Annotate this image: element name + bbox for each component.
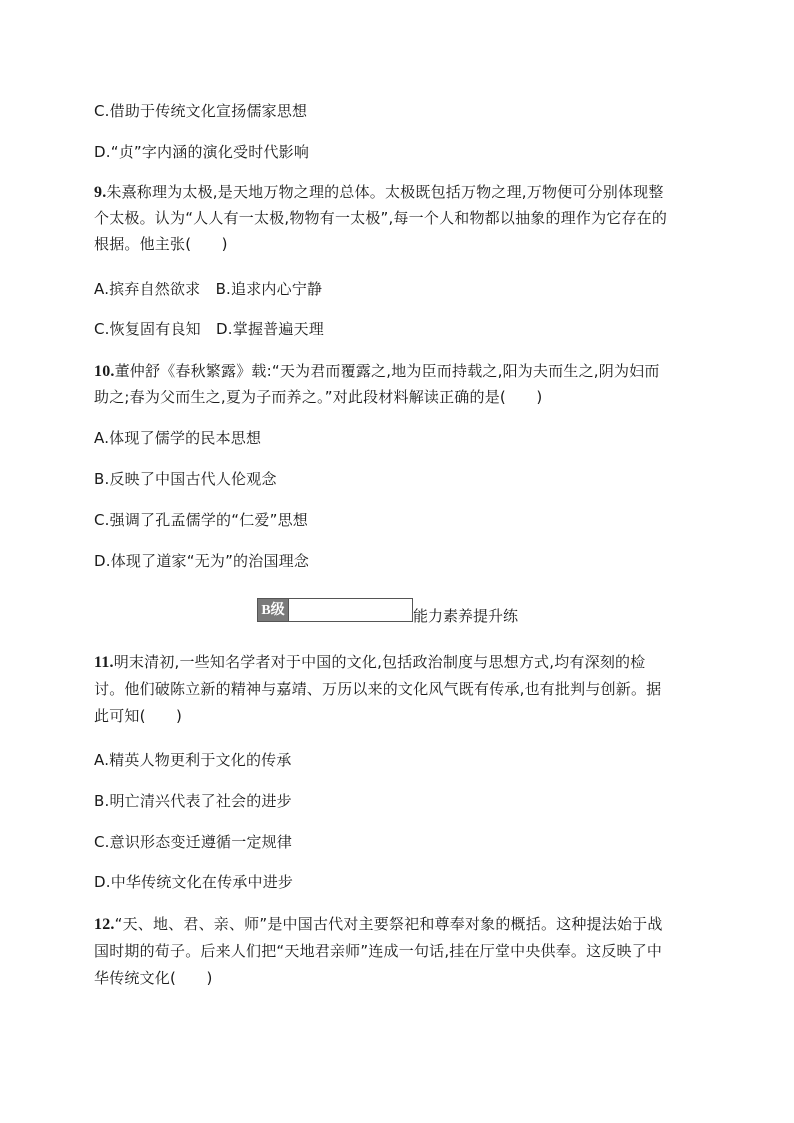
q9-number: 9. [94,184,107,201]
q9-stem-line-1 [94,182,664,203]
section-level-badge: B级 [257,598,289,622]
q10-stem-line-1 [94,361,660,382]
q11-option-d: D.中华传统文化在传承中进步 [94,873,294,891]
q10-option-b: B.反映了中国古代人伦观念 [94,470,277,488]
q10-stem-line-2: 助之;春为父而生之,夏为子而养之。”对此段材料解读正确的是( ) [94,388,543,406]
q11-option-c: C.意识形态变迁遵循一定规律 [94,833,293,851]
q10-option-a: A.体现了儒学的民本思想 [94,429,262,447]
q8-option-c: C.借助于传统文化宣扬儒家思想 [94,102,308,120]
q11-stem-line-3: 此可知( ) [94,707,183,725]
q10-stem-text-1: 董仲舒《春秋繁露》载:“天为君而覆露之,地为臣而持载之,阳为夫而生之,阴为妇而 [114,362,660,380]
q12-stem-line-3: 华传统文化( ) [94,969,213,987]
q12-stem-line-1 [94,914,663,935]
q11-stem-text-1: 明末清初,一些知名学者对于中国的文化,包括政治制度与思想方式,均有深刻的检 [113,653,646,671]
q9-stem-text-1: 朱熹称理为太极,是天地万物之理的总体。太极既包括万物之理,万物便可分别体现整 [106,183,664,201]
q10-number: 10. [94,363,115,380]
q11-stem-line-1 [94,652,645,673]
q9-stem-line-2: 个太极。认为“人人有一太极,物物有一太极”,每一个人和物都以抽象的理作为它存在的 [94,209,668,227]
q10-option-c: C.强调了孔孟儒学的“仁爱”思想 [94,511,308,529]
q11-number: 11. [94,654,114,671]
q12-stem-text-1: “天、地、君、亲、师”是中国古代对主要祭祀和尊奉对象的概括。这种提法始于战 [114,915,663,933]
q12-stem-line-2: 国时期的荀子。后来人们把“天地君亲师”连成一句话,挂在厅堂中央供奉。这反映了中 [94,942,663,960]
q11-stem-line-2: 讨。他们破陈立新的精神与嘉靖、万历以来的文化风气既有传承,也有批判与创新。据 [94,680,662,698]
q12-number: 12. [94,916,115,933]
q8-option-d: D.“贞”字内涵的演化受时代影响 [94,143,310,161]
q9-stem-line-3: 根据。他主张( ) [94,235,228,253]
q11-option-b: B.明亡清兴代表了社会的进步 [94,792,292,810]
section-title: 能力素养提升练 [413,607,519,625]
q9-options-cd: C.恢复固有良知 D.掌握普遍天理 [94,320,324,338]
section-badge-box [289,598,413,622]
section-header [257,596,519,625]
q10-option-d: D.体现了道家“无为”的治国理念 [94,552,310,570]
q11-option-a: A.精英人物更利于文化的传承 [94,751,292,769]
q9-options-ab: A.摈弃自然欲求 B.追求内心宁静 [94,280,323,298]
